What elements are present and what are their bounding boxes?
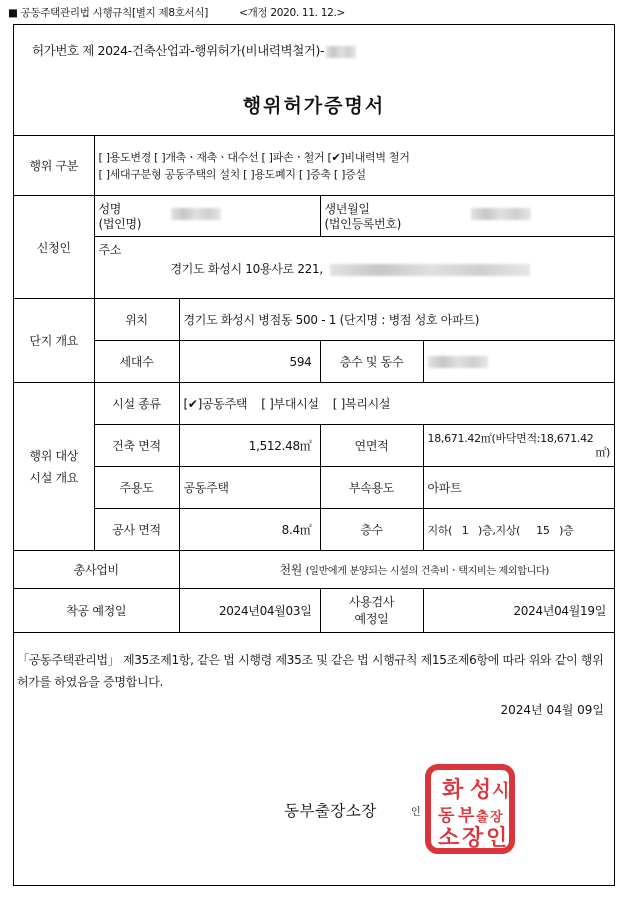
official-seal-stamp bbox=[424, 763, 516, 855]
work-area-row bbox=[14, 509, 614, 551]
complex-label: 단지 개요 bbox=[14, 299, 94, 383]
redacted-name bbox=[171, 208, 221, 220]
certification-text: 「공동주택관리법」 제35조제1항, 같은 법 시행령 제35조 및 같은 법 시행규칙 제15조제6항에 따라 위와 같이 행위허가를 하였음을 증명합니다. bbox=[17, 653, 604, 689]
birth-label: 생년월일 bbox=[324, 202, 370, 216]
applicant-name-cell bbox=[94, 196, 320, 237]
svg-text:동: 동 bbox=[438, 806, 455, 826]
issuing-authority: 동부출장소장 bbox=[284, 802, 377, 820]
total-floor-area-value: 18,671.42㎡(바닥면적:18,671.42 ㎡) bbox=[423, 425, 614, 467]
act-type-row bbox=[14, 136, 614, 196]
facility-label: 행위 대상 시설 개요 bbox=[14, 383, 94, 551]
total-cost-note: (일반에게 분양되는 시설의 건축비ㆍ택지비는 제외합니다) bbox=[305, 566, 549, 577]
inspection-date-value: 2024년04월19일 bbox=[423, 589, 614, 633]
permit-details-table bbox=[14, 135, 614, 633]
location-value: 경기도 화성시 병점동 500 - 1 (단지명 : 병점 성호 아파트) bbox=[179, 299, 614, 341]
form-reference-header bbox=[8, 5, 345, 20]
svg-text:장: 장 bbox=[490, 810, 503, 825]
applicant-address-cell bbox=[94, 237, 614, 299]
act-type-options bbox=[94, 136, 614, 196]
svg-text:장: 장 bbox=[462, 826, 484, 851]
address-value: 경기도 화성시 10용사로 221, bbox=[170, 262, 323, 276]
redacted-address bbox=[330, 264, 530, 276]
seal-mark-label: 인 bbox=[411, 807, 421, 818]
svg-text:시: 시 bbox=[492, 781, 510, 802]
location-label: 위치 bbox=[94, 299, 179, 341]
total-floor-area-label: 연면적 bbox=[320, 425, 423, 467]
work-area-value: 8.4㎡ bbox=[179, 509, 320, 551]
inspection-date-label: 사용검사 예정일 bbox=[320, 589, 423, 633]
start-date-label: 착공 예정일 bbox=[14, 589, 179, 633]
address-label: 주소 bbox=[98, 243, 122, 257]
total-cost-row bbox=[14, 551, 614, 589]
floors-label: 층수 bbox=[320, 509, 423, 551]
form-ref: ■ 공동주택관리법 시행규칙[별지 제8호서식] bbox=[8, 7, 209, 19]
applicant-address-row bbox=[14, 237, 614, 299]
total-cost-unit: 천원 bbox=[279, 563, 303, 577]
act-type-line-2: [ ]세대구분형 공동주택의 설치 [ ]용도폐지 [ ]증축 [ ]증설 bbox=[98, 167, 366, 181]
permit-number: 허가번호 제 2024-건축산업과-행위허가(비내력벽철거)- bbox=[32, 41, 356, 59]
act-type-line-1: [ ]용도변경 [ ]개축ㆍ재축ㆍ대수선 [ ]파손ㆍ철거 [✔]비내력벽 철거 bbox=[98, 150, 410, 164]
redacted-permit-suffix bbox=[326, 46, 356, 58]
redacted-floors-buildings bbox=[428, 356, 488, 368]
issue-date: 2024년 04월 09일 bbox=[500, 703, 604, 717]
birth-label-corp: (법인등록번호) bbox=[324, 217, 402, 231]
revision-date: <개정 2020. 11. 12.> bbox=[239, 7, 346, 19]
svg-text:출: 출 bbox=[476, 810, 489, 825]
complex-location-row bbox=[14, 299, 614, 341]
complex-households-row bbox=[14, 341, 614, 383]
facility-type-options: [✔]공동주택 [ ]부대시설 [ ]복리시설 bbox=[179, 383, 614, 425]
households-value: 594 bbox=[179, 341, 320, 383]
name-label-corp: (법인명) bbox=[98, 217, 142, 231]
document-title: 행위허가증명서 bbox=[242, 95, 386, 117]
building-area-value: 1,512.48㎡ bbox=[179, 425, 320, 467]
building-area-row bbox=[14, 425, 614, 467]
facility-type-label: 시설 종류 bbox=[94, 383, 179, 425]
use-row bbox=[14, 467, 614, 509]
floors-buildings-label: 층수 및 동수 bbox=[320, 341, 423, 383]
applicant-name-row bbox=[14, 196, 614, 237]
schedule-row bbox=[14, 589, 614, 633]
svg-text:부: 부 bbox=[458, 806, 475, 826]
main-use-label: 주용도 bbox=[94, 467, 179, 509]
applicant-birth-cell bbox=[320, 196, 614, 237]
svg-text:소: 소 bbox=[438, 826, 460, 851]
total-cost-value bbox=[179, 551, 614, 589]
sub-use-label: 부속용도 bbox=[320, 467, 423, 509]
floors-value: 지하( 1 )층,지상( 15 )층 bbox=[423, 509, 614, 551]
applicant-label: 신청인 bbox=[14, 196, 94, 299]
start-date-value: 2024년04월03일 bbox=[179, 589, 320, 633]
work-area-label: 공사 면적 bbox=[94, 509, 179, 551]
svg-text:성: 성 bbox=[470, 778, 492, 803]
svg-text:화: 화 bbox=[442, 778, 464, 803]
act-type-label: 행위 구분 bbox=[14, 136, 94, 196]
svg-text:인: 인 bbox=[486, 826, 508, 851]
certificate-frame bbox=[13, 24, 615, 886]
building-area-label: 건축 면적 bbox=[94, 425, 179, 467]
name-label: 성명 bbox=[98, 202, 122, 216]
facility-type-row bbox=[14, 383, 614, 425]
sub-use-value: 아파트 bbox=[423, 467, 614, 509]
total-cost-label: 총사업비 bbox=[14, 551, 179, 589]
floors-buildings-cell bbox=[423, 341, 614, 383]
main-use-value: 공동주택 bbox=[179, 467, 320, 509]
redacted-birth bbox=[471, 208, 531, 220]
households-label: 세대수 bbox=[94, 341, 179, 383]
